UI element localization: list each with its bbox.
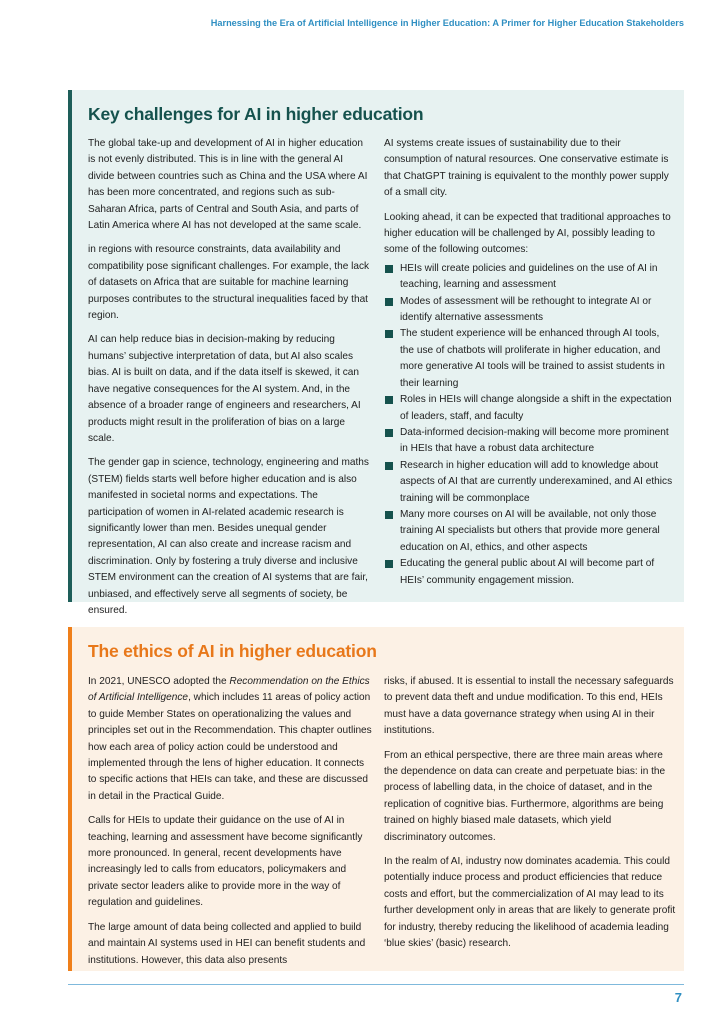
paragraph-text: , which includes 11 areas of policy action to guide Member States on operationalizing the values and principles set out in the Recommendation. This chapter outlines how each area of policy action could be understood and implemented through the lens of higher education. It connects to specific actions that HEIs can take, and these are discussed in detail in the Practical Guide. <box>88 692 372 802</box>
list-item-text: Roles in HEIs will change alongside a shift in the expectation of leaders, staff, and faculty <box>400 394 672 422</box>
list-item-text: Research in higher education will add to knowledge about aspects of AI that are currently underexamined, and AI ethics training will be commonplace <box>400 459 673 504</box>
square-bullet-icon <box>385 265 393 273</box>
list-item <box>384 392 676 425</box>
square-bullet-icon <box>385 511 393 519</box>
running-header: Harnessing the Era of Artificial Intelligence in Higher Education: A Primer for Higher Education Stakeholders <box>210 18 684 28</box>
paragraph: The global take-up and development of AI in higher education is not evenly distributed. This is in line with the general AI divide between countries such as China and the USA where AI has been more concentrated, and regions such as sub-Saharan Africa, parts of Central and South Asia, and parts of Latin America where AI has not developed at the same scale. <box>88 138 368 232</box>
paragraph: The large amount of data being collected and applied to build and maintain AI systems used in HEI can benefit students and institutions. However, this data also presents <box>88 921 366 966</box>
square-bullet-icon <box>385 429 393 437</box>
list-item <box>384 458 676 507</box>
footer-divider <box>68 984 684 985</box>
paragraph: Looking ahead, it can be expected that traditional approaches to higher education will be challenged by AI, possibly leading to some of the following outcomes: <box>384 211 671 256</box>
outcomes-list <box>384 261 676 589</box>
paragraph: risks, if abused. It is essential to install the necessary safeguards to prevent data theft and undue modification. To this end, HEIs must have a data governance strategy when using AI in their institutions. <box>384 676 674 737</box>
paragraph: Calls for HEIs to update their guidance on the use of AI in teaching, learning and assessment have become significantly more pronounced. In general, recent developments have increasingly led to calls from educators, policymakers and private sector leaders alike to provide more in the way of regulation and guidelines. <box>88 815 363 909</box>
square-bullet-icon <box>385 330 393 338</box>
paragraph: AI systems create issues of sustainability due to their consumption of natural resources. One conservative estimate is that ChatGPT training is equivalent to the monthly power supply of a small city. <box>384 138 669 199</box>
ethics-box <box>68 627 684 971</box>
key-challenges-left-column <box>88 136 372 627</box>
ethics-right-column <box>384 674 676 961</box>
list-item-text: Educating the general public about AI will become part of HEIs’ community engagement mission. <box>400 558 655 586</box>
paragraph: From an ethical perspective, there are three main areas where the dependence on data can create and perpetuate bias: in the process of labelling data, in the choice of dataset, and in the replication of cognitive bias. Furthermore, algorithms are being trained on highly biased male datasets, which yield discriminatory outcomes. <box>384 749 666 843</box>
list-item <box>384 507 676 556</box>
list-item-text: The student experience will be enhanced through AI tools, the use of chatbots will proliferate in higher education, and more generative AI tools will be trained to assist students in their learning <box>400 328 665 389</box>
list-item <box>384 261 676 294</box>
ethics-left-column <box>88 674 372 977</box>
list-item-text: Modes of assessment will be rethought to integrate AI or identify alternative assessments <box>400 295 652 324</box>
square-bullet-icon <box>385 462 393 470</box>
recommendation-title: Recommendation on the Ethics of Artificial Intelligence <box>88 676 370 704</box>
paragraph <box>88 674 372 805</box>
list-item-text: Data-informed decision-making will become more prominent in HEIs that have a robust data architecture <box>400 426 669 455</box>
list-item <box>384 425 676 458</box>
key-challenges-right-column <box>384 136 676 589</box>
list-item <box>384 556 676 589</box>
ethics-title: The ethics of AI in higher education <box>88 641 377 661</box>
list-item <box>384 294 676 327</box>
paragraph: In the realm of AI, industry now dominates academia. This could potentially induce process and product efficiencies that reduce costs and effort, but the commercialization of AI may lead to its further development only in areas that are likely to generate profit for industry, thereby reducing the likelihood of academia leading ‘blue skies’ (basic) research. <box>384 856 676 950</box>
paragraph: AI can help reduce bias in decision-making by reducing humans’ subjective interpretation of data, but AI also scales bias. AI is built on data, and if the data itself is skewed, it can have negative consequences for the AI system. And, in the absence of a broader range of engineers and researchers, AI products might result in the proliferation of bias on a large scale. <box>88 334 361 444</box>
key-challenges-title: Key challenges for AI in higher education <box>88 104 424 124</box>
square-bullet-icon <box>385 560 393 568</box>
list-item-text: HEIs will create policies and guidelines on the use of AI in teaching, learning and assessment <box>400 262 658 291</box>
key-challenges-box <box>68 90 684 616</box>
paragraph-text: In 2021, UNESCO adopted the <box>88 676 230 687</box>
paragraph: The gender gap in science, technology, engineering and maths (STEM) fields starts well before higher education and is also manifested in societal norms and expectations. The participation of women in AI-related academic research is significantly lower than men. Besides unequal gender representation, AI can also create and increase racism and discrimination. Only by fostering a truly diverse and inclusive STEM environment can the creation of AI systems that are fair, unbiased, and effectively serve all segments of society, be ensured. <box>88 457 369 616</box>
page-number: 7 <box>674 990 682 1005</box>
square-bullet-icon <box>385 396 393 404</box>
list-item <box>384 326 676 392</box>
paragraph: in regions with resource constraints, data availability and compatibility pose significant challenges. For example, the lack of datasets on Africa that are suitable for machine learning purposes contributes to the structural inequalities faced by that region. <box>88 244 370 322</box>
square-bullet-icon <box>385 298 393 306</box>
list-item-text: Many more courses on AI will be available, not only those training AI specialists but others that provide more general education on AI, ethics, and other aspects <box>400 508 660 553</box>
